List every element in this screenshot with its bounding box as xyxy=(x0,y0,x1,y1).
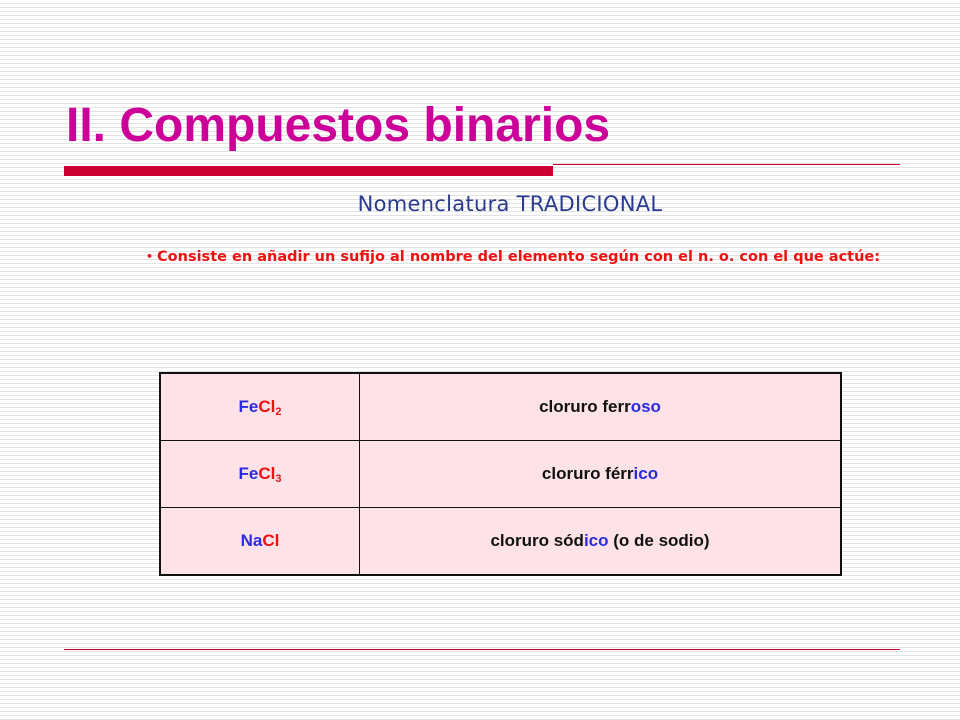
formula-element-1: Fe xyxy=(238,396,259,416)
formula-subscript: 3 xyxy=(275,472,282,485)
compound-name-cell xyxy=(360,508,842,576)
formula-element-2: Cl xyxy=(262,530,280,550)
name-rest: (o de sodio) xyxy=(608,531,710,550)
formula-element-2: Cl xyxy=(258,396,276,416)
formula-element-2: Cl xyxy=(258,463,276,483)
name-suffix: oso xyxy=(630,397,661,416)
formula-cell xyxy=(160,373,360,441)
nomenclature-table xyxy=(159,372,842,576)
name-stem: cloruro ferr xyxy=(539,397,631,416)
table-row xyxy=(160,441,841,508)
title-underline-thick xyxy=(64,166,553,176)
name-suffix: ico xyxy=(633,464,659,483)
name-stem: cloruro sód xyxy=(490,531,584,550)
bullet-icon: • xyxy=(146,250,154,263)
compound-name-cell xyxy=(360,441,842,508)
name-suffix: ico xyxy=(583,531,609,550)
formula-element-1: Fe xyxy=(238,463,259,483)
name-stem: cloruro férr xyxy=(541,464,634,483)
table-row xyxy=(160,508,841,576)
slide-title: II. Compuestos binarios xyxy=(66,99,611,152)
formula-element-1: Na xyxy=(240,530,263,550)
bullet-point xyxy=(146,246,906,268)
table-row xyxy=(160,373,841,441)
formula-cell xyxy=(160,508,360,576)
formula-cell xyxy=(160,441,360,508)
section-subtitle: Nomenclatura TRADICIONAL xyxy=(357,192,663,216)
title-underline-thin xyxy=(553,164,900,165)
formula-subscript: 2 xyxy=(275,405,282,418)
footer-rule xyxy=(64,649,900,650)
bullet-text: Consiste en añadir un sufijo al nombre del elemento según con el n. o. con el que actúe: xyxy=(157,249,881,265)
compound-name-cell xyxy=(360,373,842,441)
